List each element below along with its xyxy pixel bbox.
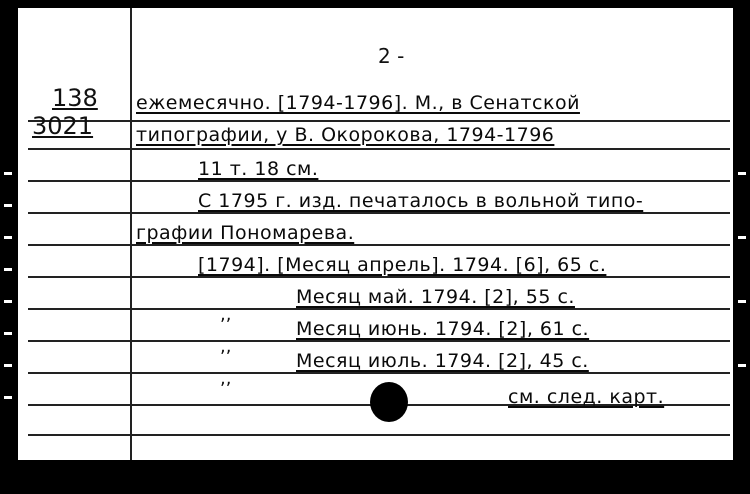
- entry-line-6: [1794]. [Месяц апрель]. 1794. [6], 65 с.: [198, 254, 607, 276]
- entry-line-4: С 1795 г. изд. печаталось в вольной типо-: [198, 190, 644, 212]
- entry-line-3: 11 т. 18 см.: [198, 158, 319, 180]
- edge-tick: [738, 236, 746, 239]
- edge-tick: [738, 300, 746, 303]
- entry-line-1: ежемесячно. [1794-1796]. М., в Сенатской: [136, 92, 580, 114]
- rule-line: [28, 180, 730, 182]
- shelfmark-top: 138: [52, 84, 98, 112]
- edge-tick: [738, 172, 746, 175]
- ink-blot: [370, 382, 408, 422]
- rule-line: [28, 212, 730, 214]
- ditto-mark: ,,: [220, 304, 232, 325]
- rule-line: [28, 244, 730, 246]
- edge-tick: [4, 236, 12, 239]
- edge-tick: [4, 364, 12, 367]
- rule-line: [28, 120, 730, 122]
- edge-tick: [4, 204, 12, 207]
- catalog-card: [18, 8, 733, 460]
- rule-line: [28, 372, 730, 374]
- entry-line-2: типографии, у В. Окорокова, 1794-1796: [136, 124, 555, 146]
- entry-line-10: см. след. карт.: [508, 386, 665, 408]
- entry-line-9: Месяц июль. 1794. [2], 45 с.: [296, 350, 589, 372]
- ditto-mark: ,,: [220, 368, 232, 389]
- page-number: 2 -: [378, 44, 405, 68]
- entry-line-7: Месяц май. 1794. [2], 55 с.: [296, 286, 575, 308]
- rule-line: [28, 308, 730, 310]
- rule-line: [28, 276, 730, 278]
- edge-tick: [4, 300, 12, 303]
- edge-tick: [4, 332, 12, 335]
- edge-tick: [4, 172, 12, 175]
- rule-line: [28, 434, 730, 436]
- ditto-mark: ,,: [220, 336, 232, 357]
- rule-line: [28, 148, 730, 150]
- entry-line-5: графии Пономарева.: [136, 222, 355, 244]
- edge-tick: [4, 268, 12, 271]
- edge-tick: [4, 396, 12, 399]
- edge-tick: [738, 364, 746, 367]
- shelfmark-bottom: 3021: [32, 112, 94, 140]
- card-margin-line: [130, 8, 132, 460]
- entry-line-8: Месяц июнь. 1794. [2], 61 с.: [296, 318, 590, 340]
- rule-line: [28, 340, 730, 342]
